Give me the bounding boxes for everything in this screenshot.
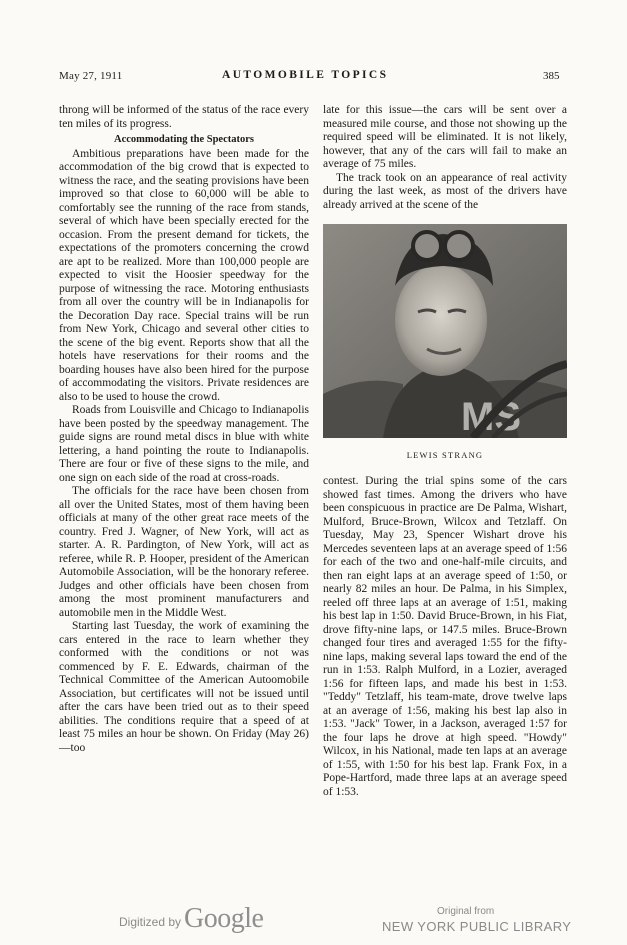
paragraph: Roads from Louisville and Chicago to Indianapolis have been posted by the speedway management. The guide signs are round metal discs in blue with white lettering, a hand pointing the route to Indianapolis. There are four or five of these signs to the mile, and one sign on each side of the road at cross-roads.	[59, 404, 309, 484]
section-subheading: Accommodating the Spectators	[114, 134, 254, 145]
paragraph: Ambitious preparations have been made for the accommodation of the big crowd that is expected to witness the race, and the seating provisions have been improved so that close to 60,000 will be able to comfortably see the running of the race from stands, several of which have been specially erected for the occasion. From the present demand for tickets, the expectations of the promoters concerning the crowd are apt to be realized. More than 100,000 people are expected to visit the Hoosier speedway for the purpose of witnessing the race. Motoring enthusiasts from all over the country will be in Indianapolis for the Decoration Day race. Special trains will be run from New York, Chicago and several other cities to the scene of the big event. Reports show that all the hotels have reservations for their rooms and the boarding houses have also been hired for the purpose of accommodating the visitors. Private residences are also to be used to house the crowd.	[59, 147, 309, 403]
right-column-top	[323, 104, 567, 212]
left-column	[59, 104, 309, 755]
portrait-illustration	[323, 224, 567, 438]
original-from-label: Original from	[437, 906, 495, 917]
paragraph: The officials for the race have been chosen from all over the United States, most of them having been officials at many of the other great race meets of the country. Fred J. Wagner, of New York, will act as starter. A. R. Pardington, of New York, will act as referee, while R. P. Hooper, president of the American Automobile Association, will be the honorary referee. Judges and other officials have been chosen from among the most prominent manufacturers and automobile men in the Middle West.	[59, 485, 309, 619]
paragraph: throng will be informed of the status of the race every ten miles of its progress.	[59, 104, 309, 130]
right-column-bottom	[323, 475, 567, 799]
issue-date: May 27, 1911	[59, 70, 123, 82]
svg-text:MS: MS	[461, 395, 521, 438]
paragraph: Starting last Tuesday, the work of examining the cars entered in the race to learn whether they conformed with the conditions or not was commenced by F. E. Edwards, chairman of the Technical Committee of the American Autoomobile Association, but certificates will not be issued until after the cars have been tried out as to their speed abilities. The conditions require that a speed of at least 75 miles an hour be shown. On Friday (May 26)—too	[59, 620, 309, 754]
page-number: 385	[543, 70, 560, 82]
library-name: NEW YORK PUBLIC LIBRARY	[382, 919, 572, 934]
digitized-by-label: Digitized by	[119, 915, 182, 929]
paragraph: contest. During the trial spins some of the cars showed fast times. Among the drivers who have been conspicuous in practice are De Palma, Wishart, Mulford, Bruce-Brown, Wilcox and Tetzlaff. On Tuesday, May 23, Spencer Wishart drove his Mercedes seventeen laps at an average speed of 1:56 for each of the two and one-half-mile circuits, and then ran eight laps at an average speed of 1:50, or nearly 82 miles an hour. De Palma, in his Simplex, reeled off three laps at an average of 1:51, making his best lap in 1:50. David Bruce-Brown, in his Fiat, drove fifty-nine laps, or 147.5 miles. Bruce-Brown changed four tires and averaged 1:55 for the fifty-nine laps, making several laps toward the end of the run in 1:53. Ralph Mulford, in a Lozier, averaged 1:56 for fifteen laps, and made his best in 1:53. "Teddy" Tetzlaff, his team-mate, drove twelve laps at an average of 1:56, making his best lap also in 1:53. "Jack" Tower, in a Jackson, averaged 1:57 for the four laps he drove at high speed. "Howdy" Wilcox, in his National, made ten laps at an average of 1:55, with 1:50 for his best lap. Frank Fox, in a Pope-Hartford, made three laps at an average speed of 1:53.	[323, 475, 567, 798]
google-logo: Google	[184, 903, 264, 934]
publication-title: AUTOMOBILE TOPICS	[222, 69, 389, 81]
paragraph: The track took on an appearance of real activity during the last week, as most of the drivers have already arrived at the scene of the	[323, 171, 567, 211]
paragraph: late for this issue—the cars will be sent over a measured mile course, and those not showing up the required speed will be eliminated. It is not likely, however, that any of the cars will fail to make an average of 75 miles.	[323, 104, 567, 170]
photo-caption: LEWIS STRANG	[406, 450, 484, 460]
driver-portrait-photo	[323, 224, 567, 438]
page-header	[0, 66, 627, 86]
digitization-footer	[0, 900, 627, 945]
